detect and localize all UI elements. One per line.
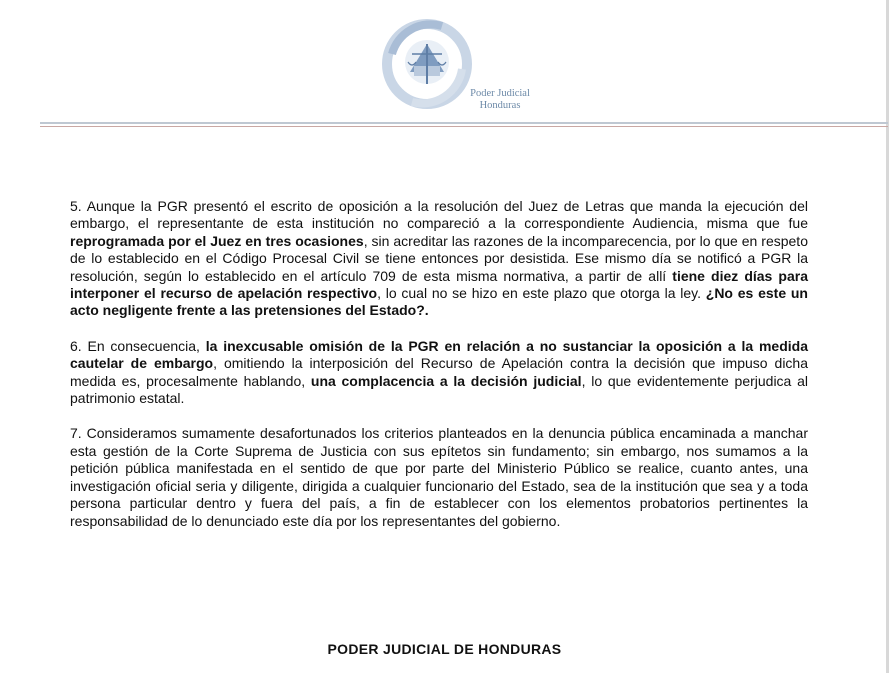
org-name-line2: Honduras [479,100,521,111]
paragraph-7 [70,425,808,529]
body-text: , lo que evidentemente perjudica al patrimonio estatal. [70,372,808,407]
body-text: , lo cual no se hizo en este plazo que otorga la ley. [377,285,706,302]
header-rule-accent [40,126,888,127]
document-body [70,198,808,548]
emphasis-text: tiene diez días para interponer el recurso de apelación respectivo [70,267,808,302]
org-name-line1: Poder Judicial [470,88,530,99]
footer-title: PODER JUDICIAL DE HONDURAS [327,641,562,657]
header-rule [40,122,888,124]
body-text: 5. Aunque la PGR presentó el escrito de oposición a la resolución del Juez de Letras que manda la ejecución del embargo, el representante de esta institución no compareció a la correspondiente Audiencia, misma que fue [70,198,808,232]
body-text: , omitiendo la interposición del Recurso de Apelación contra la decisión que impuso dicha medida es, procesalmente hablando, [70,355,808,389]
emphasis-text: reprogramada por el Juez en tres ocasiones [70,232,364,249]
emphasis-text: ¿No es este un acto negligente frente a las pretensiones del Estado?. [70,285,808,319]
paragraph-6 [70,338,808,408]
body-text: , sin acreditar las razones de la incomparecencia, por lo que en respeto de lo establecido en el Código Procesal Civil se tiene entonces por desistida. Ese mismo día se notificó a PGR la resolución, según lo establecido en el artículo 709 de esta misma normativa, a partir de allí [70,232,808,284]
paragraph-5 [70,198,808,320]
org-name [460,88,540,112]
body-text: 6. En consecuencia, [70,337,206,354]
emphasis-text: la inexcusable omisión de la PGR en relación a no sustanciar la oposición a la medida cautelar de embargo [70,337,808,372]
body-text: 7. Consideramos sumamente desafortunados los criterios planteados en la denuncia pública encaminada a manchar esta gestión de la Corte Suprema de Justicia con sus epítetos sin fundamento; sin embargo, nos sumamos a la petición pública manifestada en el sentido de que por parte del Ministerio Público se realice, cuanto antes, una investigación oficial seria y diligente, dirigida a cualquier funcionario del Estado, sea de la institución que sea y a toda persona particular dentro y fuera del país, a fin de establecer con los elementos probatorios pertinentes la responsabilidad de lo denunciado este día por los representantes del gobierno. [70,425,808,529]
letterhead [0,0,889,140]
emphasis-text: una complacencia a la decisión judicial [310,372,582,389]
